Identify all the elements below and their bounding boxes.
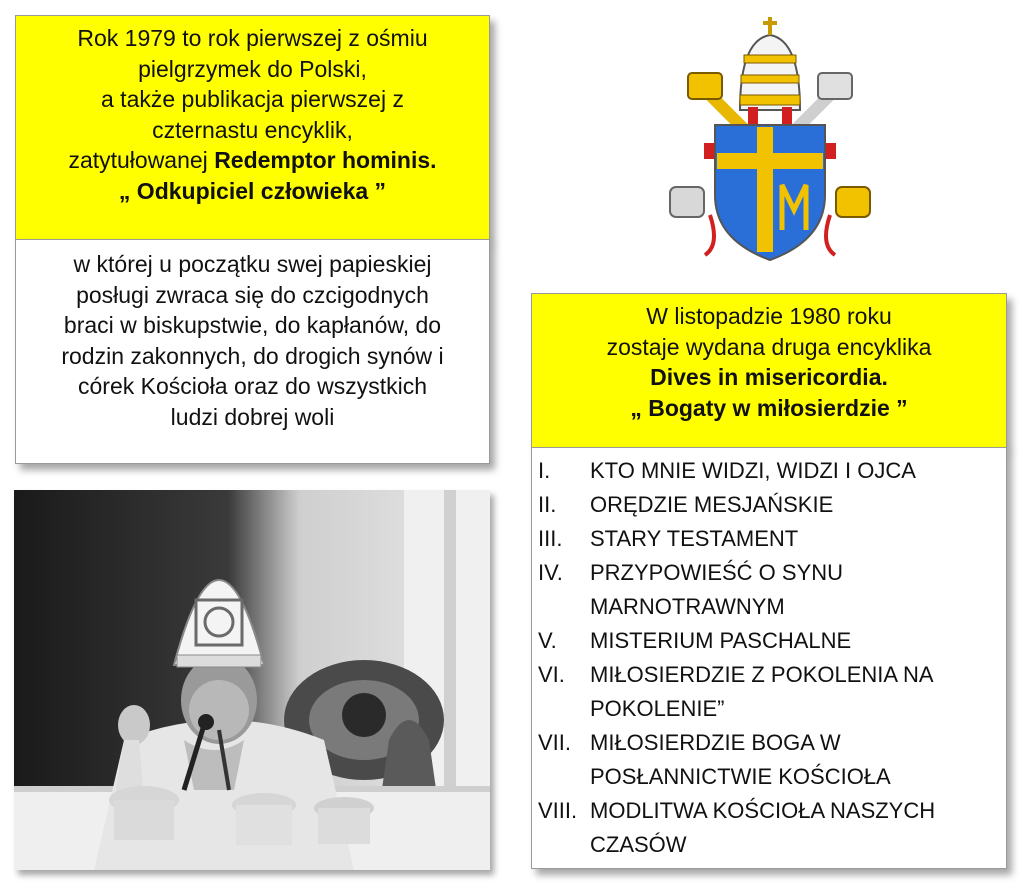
encyclical-title-dives-in-misericordia: Dives in misericordia. bbox=[650, 364, 888, 390]
list-item: V. MISTERIUM PASCHALNE bbox=[538, 628, 852, 653]
description-line: posługi zwraca się do czcigodnych bbox=[76, 281, 429, 308]
intro-line: a także publikacja pierwszej z bbox=[101, 86, 404, 112]
intro-line-title bbox=[22, 145, 483, 176]
intro-line: Rok 1979 to rok pierwszej z ośmiu bbox=[77, 25, 428, 51]
list-item: III. STARY TESTAMENT bbox=[538, 526, 799, 551]
second-encyclical-line: W listopadzie 1980 roku bbox=[646, 303, 892, 329]
intro-line: pielgrzymek do Polski, bbox=[138, 55, 367, 82]
list-item: II. ORĘDZIE MESJAŃSKIE bbox=[538, 492, 834, 517]
intro-prefix: zatytułowanej bbox=[68, 147, 215, 173]
pope-photo-illustration bbox=[14, 490, 490, 870]
encyclical-translation-2: „ Bogaty w miłosierdzie ” bbox=[630, 394, 908, 421]
description-line: rodzin zakonnych, do drogich synów i bbox=[61, 342, 444, 369]
list-item: I. KTO MNIE WIDZI, WIDZI I OJCA bbox=[538, 458, 916, 483]
encyclical-translation-1: „ Odkupiciel człowieka ” bbox=[118, 177, 387, 204]
intro-line: czternastu encyklik, bbox=[152, 116, 353, 143]
list-item: IV. PRZYPOWIEŚĆ O SYNU MARNOTRAWNYM bbox=[538, 560, 844, 619]
description-line: braci w biskupstwie, do kapłanów, do bbox=[63, 312, 442, 338]
description-line: córek Kościoła oraz do wszystkich bbox=[78, 373, 427, 399]
description-line: ludzi dobrej woli bbox=[170, 403, 335, 430]
chapter-list bbox=[538, 454, 1000, 862]
description-line: w której u początku swej papieskiej bbox=[73, 251, 432, 277]
pope-photo bbox=[14, 490, 490, 870]
intro-yellow-box bbox=[15, 15, 490, 240]
second-encyclical-box bbox=[531, 293, 1007, 448]
list-item: VII. MIŁOSIERDZIE BOGA W POSŁANNICTWIE KOŚCIOŁA bbox=[538, 730, 891, 789]
encyclical-title-redemptor-hominis: Redemptor hominis. bbox=[214, 147, 437, 173]
list-item: VIII. MODLITWA KOŚCIOŁA NASZYCH CZASÓW bbox=[538, 798, 936, 857]
list-item: VI. MIŁOSIERDZIE Z POKOLENIA NA POKOLENIE” bbox=[538, 662, 934, 721]
second-encyclical-line: zostaje wydana druga encyklika bbox=[606, 333, 932, 360]
chapters-box bbox=[531, 447, 1007, 869]
papal-coat-of-arms-icon bbox=[660, 15, 880, 265]
description-box bbox=[15, 239, 490, 464]
